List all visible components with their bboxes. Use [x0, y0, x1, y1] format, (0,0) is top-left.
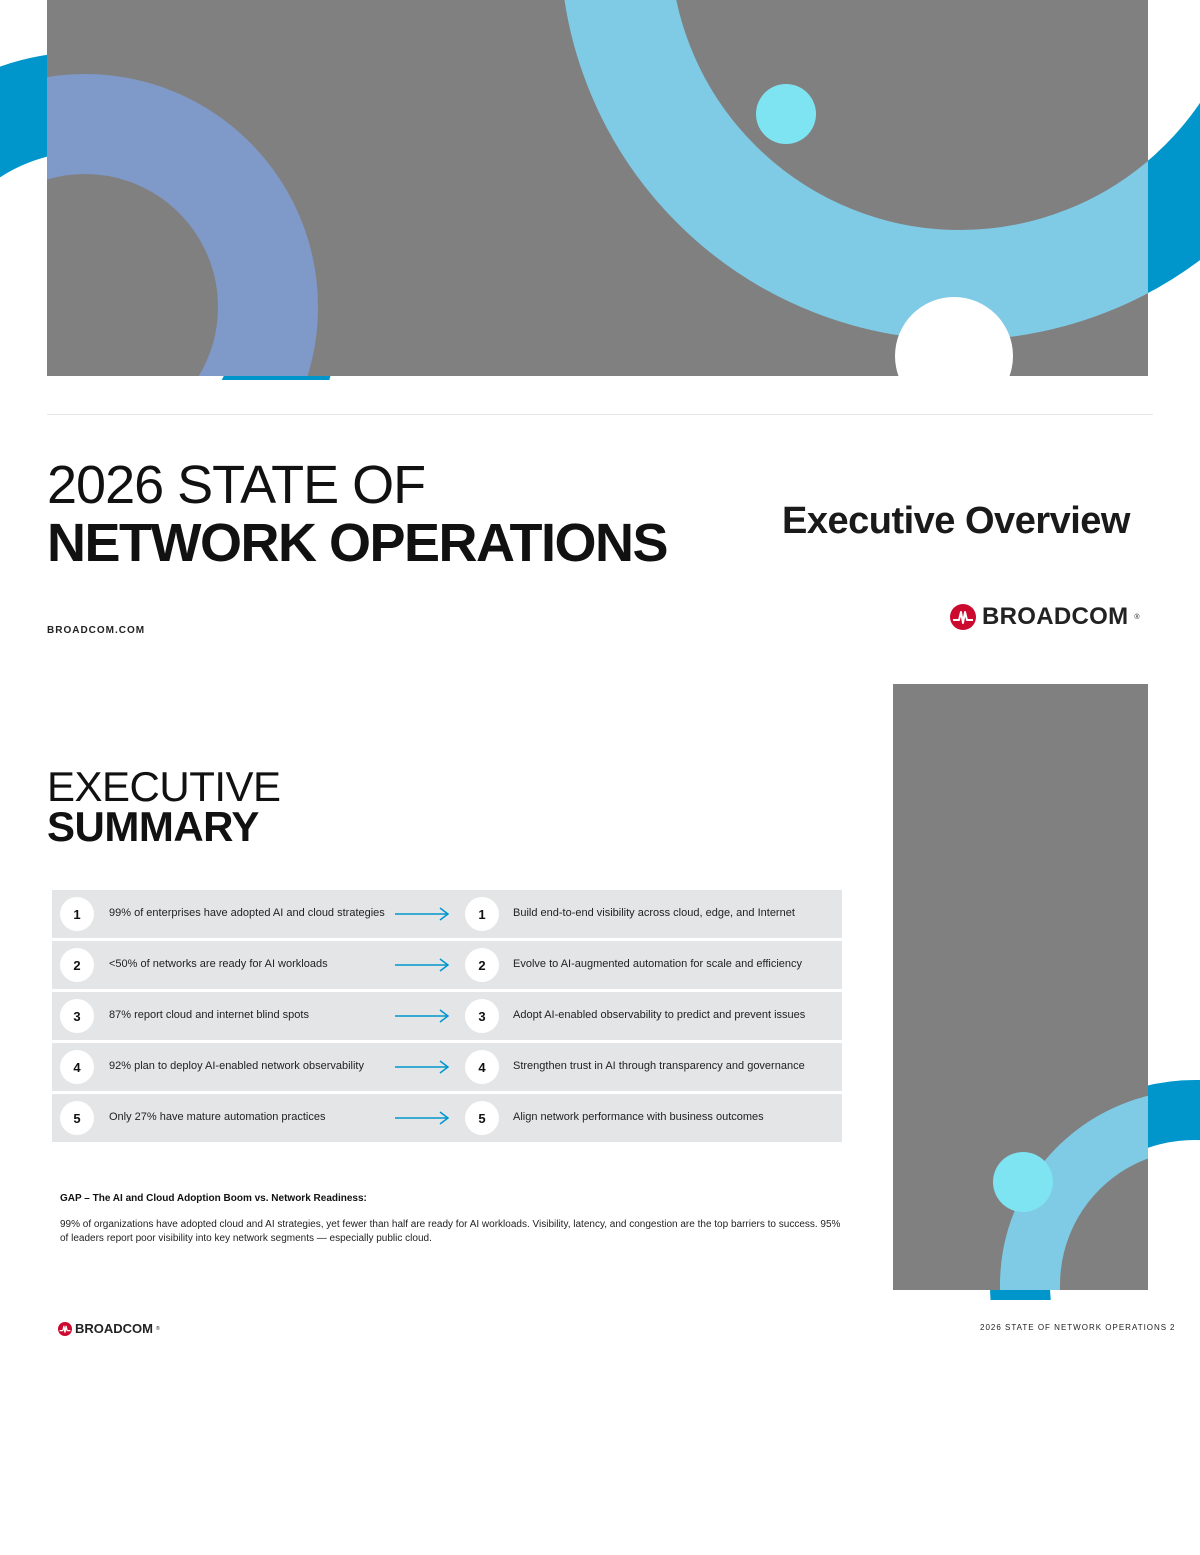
table-row: [52, 890, 842, 938]
site-url: BROADCOM.COM: [47, 625, 146, 636]
summary-table: [52, 890, 842, 1145]
arrow-right-icon: [395, 958, 451, 972]
arrow-right-icon: [395, 1060, 451, 1074]
logo-wordmark: BROADCOM: [982, 603, 1129, 630]
page-number: 2: [1170, 1323, 1175, 1332]
row-number: 5: [60, 1101, 94, 1135]
side-panel: [880, 680, 1200, 1300]
broadcom-logo: [950, 603, 1140, 631]
hero-banner: [0, 0, 1200, 380]
row-recommendation: Strengthen trust in AI through transparency and governance: [513, 1060, 805, 1072]
subtitle: Executive Overview: [782, 500, 1130, 542]
gap-title: GAP – The AI and Cloud Adoption Boom vs. Network Readiness:: [60, 1193, 367, 1204]
summary-heading-line-1: EXECUTIVE: [47, 763, 281, 810]
row-stat: Only 27% have mature automation practices: [109, 1111, 326, 1123]
logo-registered-mark: ®: [1134, 613, 1140, 621]
row-recommendation: Evolve to AI-augmented automation for scale and efficiency: [513, 958, 803, 970]
row-stat: 92% plan to deploy AI-enabled network observability: [109, 1060, 364, 1072]
cyan-dot: [756, 84, 816, 144]
row-stat: 87% report cloud and internet blind spots: [109, 1009, 309, 1021]
row-number: 2: [465, 948, 499, 982]
row-stat: 99% of enterprises have adopted AI and cloud strategies: [109, 907, 385, 919]
footer-doc-title: 2026 STATE OF NETWORK OPERATIONS: [980, 1323, 1168, 1332]
table-row: [52, 992, 842, 1040]
side-cyan-dot: [993, 1152, 1053, 1212]
row-recommendation: Adopt AI-enabled observability to predict and prevent issues: [513, 1009, 806, 1021]
section-divider: [47, 414, 1153, 415]
row-recommendation: Align network performance with business outcomes: [513, 1111, 764, 1123]
row-number: 2: [60, 948, 94, 982]
arrow-right-icon: [395, 1111, 451, 1125]
table-row: [52, 1094, 842, 1142]
table-row: [52, 1043, 842, 1091]
footer-logo-registered-mark: ®: [156, 1325, 160, 1332]
row-recommendation: Build end-to-end visibility across cloud, edge, and Internet: [513, 907, 795, 919]
row-number: 5: [465, 1101, 499, 1135]
row-number: 3: [465, 999, 499, 1033]
row-number: 1: [60, 897, 94, 931]
footer-logo: [58, 1321, 160, 1336]
table-row: [52, 941, 842, 989]
broadcom-pulse-icon: [950, 604, 976, 630]
arrow-right-icon: [395, 1009, 451, 1023]
footer-logo-wordmark: BROADCOM: [75, 1321, 153, 1336]
row-stat: <50% of networks are ready for AI workloads: [109, 958, 328, 970]
arrow-right-icon: [395, 907, 451, 921]
row-number: 4: [60, 1050, 94, 1084]
broadcom-pulse-icon: [58, 1322, 72, 1336]
title-line-2: NETWORK OPERATIONS: [47, 513, 667, 573]
title-line-1: 2026 STATE OF: [47, 455, 426, 515]
row-number: 1: [465, 897, 499, 931]
row-number: 3: [60, 999, 94, 1033]
summary-heading-line-2: SUMMARY: [47, 803, 259, 850]
row-number: 4: [465, 1050, 499, 1084]
gap-body: 99% of organizations have adopted cloud and AI strategies, yet fewer than half are ready for AI workloads. Visibility, latency, and congestion are the top barriers to success. 95% of leaders report poor visibility into key network segments — especially public cloud.: [60, 1219, 841, 1244]
